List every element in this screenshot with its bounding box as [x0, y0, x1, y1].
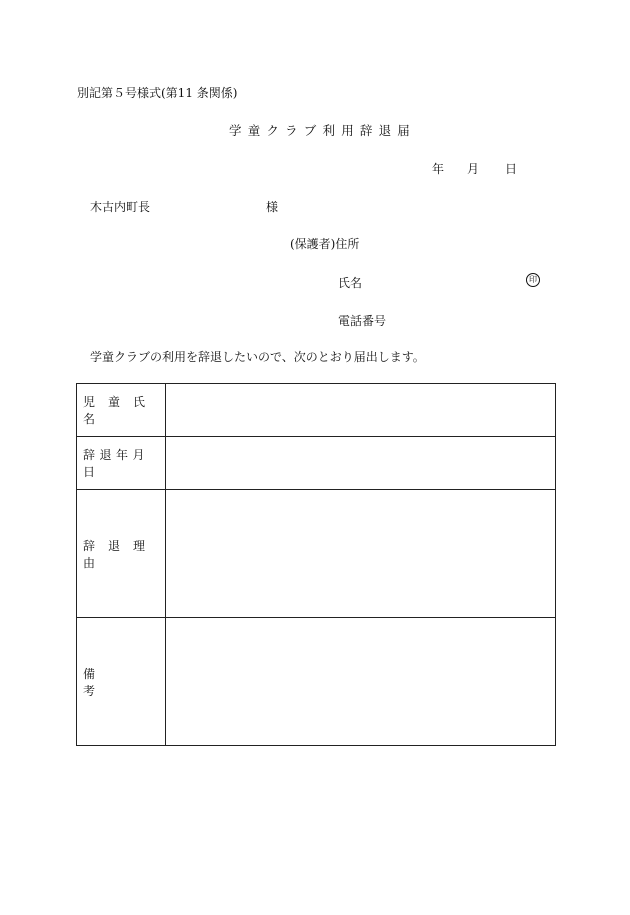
withdrawal-date-label	[83, 446, 159, 480]
row-label-text: 備考	[83, 666, 149, 698]
row-label-cell	[77, 618, 166, 746]
form-number: 別記第５号様式(第11 条関係)	[77, 86, 238, 100]
page-title: 学童クラブ利用辞退届	[229, 123, 417, 138]
recipient-honorific: 様	[266, 200, 279, 214]
guardian-address-label: (保護者)住所	[290, 237, 360, 251]
remarks-label	[83, 665, 159, 699]
declaration-text: 学童クラブの利用を辞退したいので、次のとおり届出します。	[90, 350, 425, 364]
date-year-label: 年	[432, 162, 445, 176]
child-name-label	[83, 393, 159, 427]
date-day-label: 日	[505, 162, 518, 176]
guardian-name-label: 氏名	[338, 276, 363, 290]
withdrawal-form-table	[76, 383, 556, 746]
withdrawal-reason-label	[83, 537, 159, 571]
remarks-field[interactable]	[166, 618, 556, 746]
withdrawal-reason-field[interactable]	[166, 490, 556, 618]
recipient-name: 木古内町長	[90, 200, 151, 214]
phone-number-label: 電話番号	[338, 314, 387, 328]
withdrawal-date-field[interactable]	[166, 437, 556, 490]
table-row	[77, 437, 556, 490]
row-label-cell	[77, 437, 166, 490]
table-row	[77, 618, 556, 746]
row-label-cell	[77, 490, 166, 618]
seal-icon: 印	[526, 273, 540, 287]
table-row	[77, 490, 556, 618]
row-label-text: 辞退理由	[83, 538, 159, 570]
row-label-text: 児童氏名	[83, 395, 159, 426]
date-month-label: 月	[467, 162, 480, 176]
child-name-field[interactable]	[166, 384, 556, 437]
row-label-text: 辞退年月日	[83, 448, 150, 479]
row-label-cell	[77, 384, 166, 437]
table-row	[77, 384, 556, 437]
